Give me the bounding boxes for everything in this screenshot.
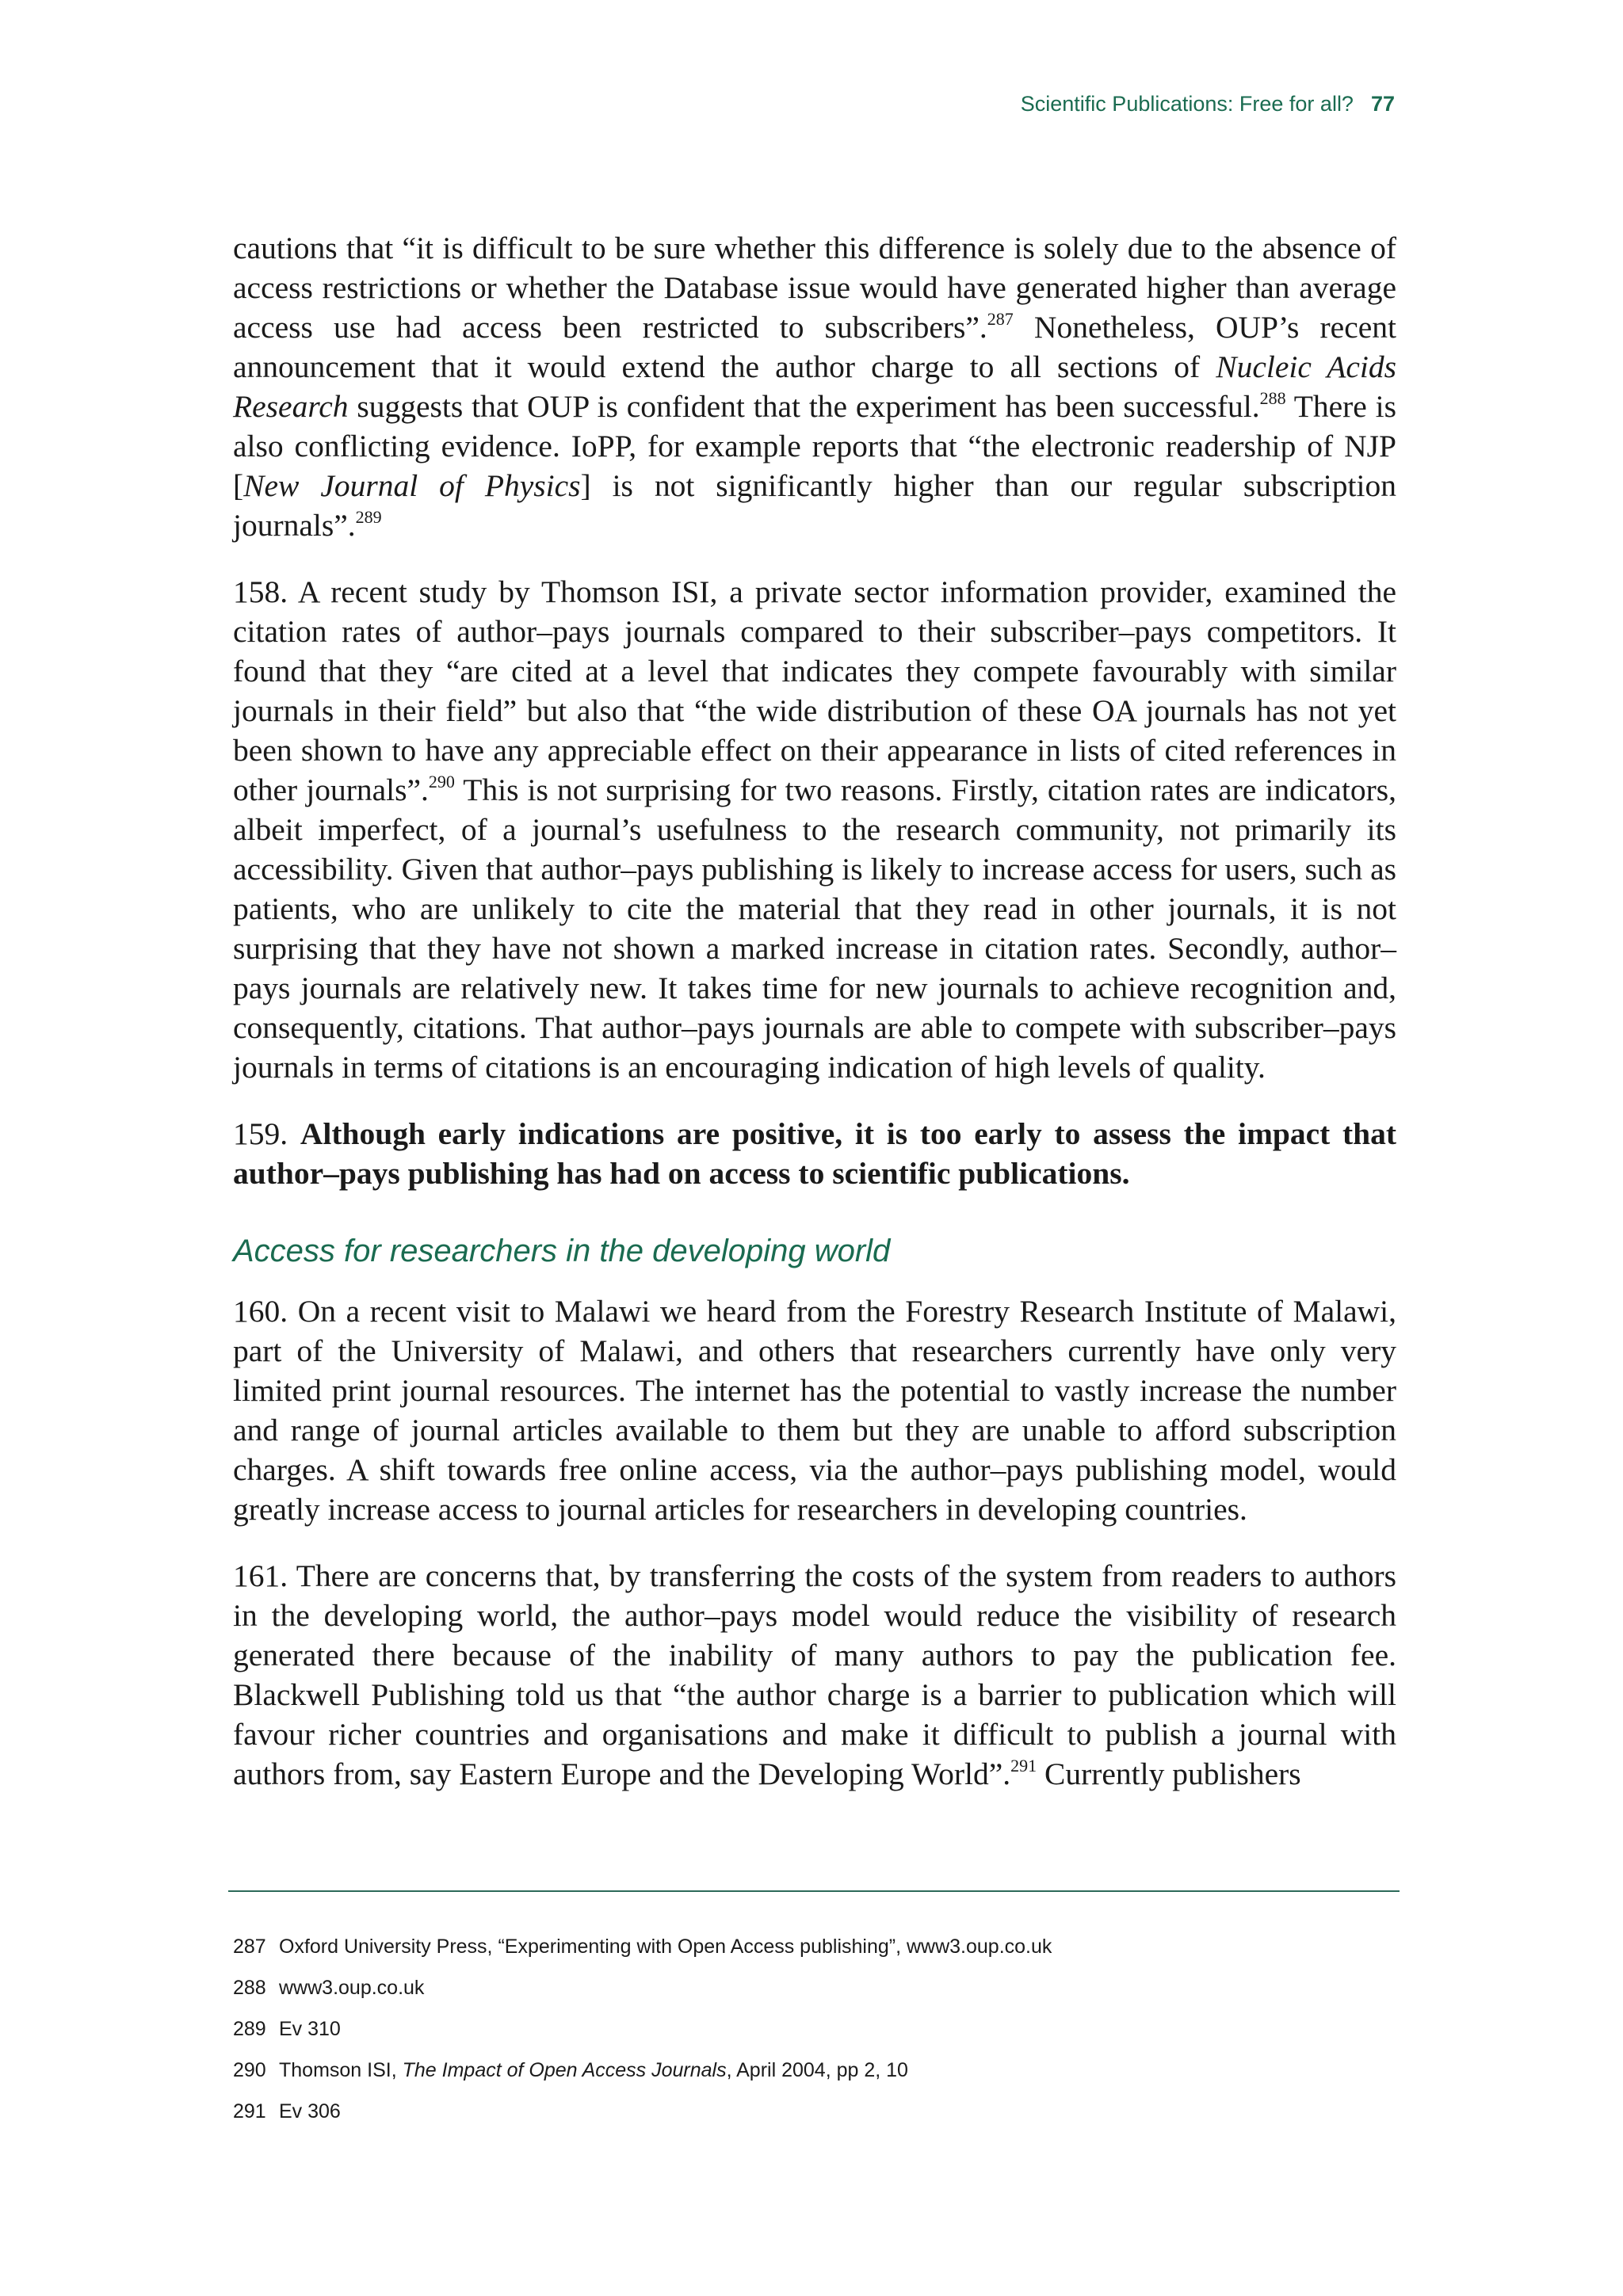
footnote-text: www3.oup.co.uk [279, 1977, 425, 1999]
footnote-287 [233, 1935, 1396, 1976]
footnote-text: Oxford University Press, “Experimenting with Open Access publishing”, www3.oup.co.uk [279, 1936, 1052, 1958]
footnote-ref-287[interactable]: 287 [987, 309, 1014, 329]
paragraph-161 [233, 1556, 1396, 1794]
footnote-ref-291[interactable]: 291 [1010, 1756, 1037, 1775]
journal-title-italic: New Journal of Physics [243, 468, 581, 503]
section-heading: Access for researchers in the developing world [233, 1234, 891, 1268]
footnote-ref-288[interactable]: 288 [1259, 388, 1286, 408]
paragraph-continued [233, 228, 1396, 545]
footnote-number: 288 [233, 1977, 266, 1999]
text-run: 161. There are concerns that, by transferring the costs of the system from readers to authors in the developing world, the author–pays model would reduce the visibility of research generated there because of the inability of many authors to pay the publication fee. Blackwell Publishing told us that “the author charge is a barrier to publication which will favour richer countries and organisations and make it difficult to publish a journal with authors from, say Eastern Europe and the Developing World”. [233, 1558, 1396, 1791]
journal-title-italic: Nucleic Acids Research [233, 349, 1396, 424]
running-header [1021, 92, 1395, 116]
text-run: Currently publishers [1037, 1756, 1301, 1791]
footnote-divider [228, 1890, 1400, 1892]
footnote-number: 289 [233, 2018, 266, 2040]
footnote-text: Ev 310 [279, 2018, 341, 2040]
text-run: ] is not significantly higher than our regular subscription journals”. [233, 468, 1396, 543]
text-run: 158. A recent study by Thomson ISI, a private sector information provider, examined the citation rates of author–pays journals compared to their subscriber–pays competitors. It found that they “are cited at a level that indicates they compete favourably with similar journals in their field” but also that “the wide distribution of these OA journals has not yet been shown to have any appreciable effect on their appearance in lists of cited references in other journals”. [233, 574, 1396, 807]
page-number: 77 [1370, 92, 1395, 116]
text-run: There is also conflicting evidence. IoPP, for example reports that “the electronic readership of NJP [ [233, 389, 1396, 503]
paragraph-160: 160. On a recent visit to Malawi we heard from the Forestry Research Institute of Malawi, part of the University of Malawi, and others that researchers currently have only very limited print journal resources. The internet has the potential to vastly increase the number and range of journal articles available to them but they are unable to afford subscription charges. A shift towards free online access, via the author–pays publishing model, would greatly increase access to journal articles for researchers in developing countries. [233, 1294, 1396, 1527]
footnote-title-italic: The Impact of Open Access Journals [402, 2059, 727, 2081]
text-run: cautions that “it is difficult to be sure whether this difference is solely due to the absence of access restrictions or whether the Database issue would have generated higher than average access use had access been restricted to subscribers”. [233, 231, 1396, 345]
footnote-text: , April 2004, pp 2, 10 [726, 2059, 908, 2081]
text-run: suggests that OUP is confident that the experiment has been successful. [348, 389, 1260, 424]
footnote-number: 287 [233, 1936, 266, 1958]
footnote-291 [233, 2100, 1396, 2141]
conclusion-bold: Although early indications are positive, it is too early to assess the impact that author–pays publishing has had on access to scientific publications. [233, 1116, 1397, 1191]
footnotes [233, 1935, 1396, 2141]
text-run: This is not surprising for two reasons. Firstly, citation rates are indicators, albeit imperfect, of a journal’s usefulness to the research community, not primarily its accessibility. Given that author–pays publishing is likely to increase access for users, such as patients, who are unlikely to cite the material that they read in other journals, it is not surprising that they have not shown a marked increase in citation rates. Secondly, author–pays journals are relatively new. It takes time for new journals to achieve recognition and, consequently, citations. That author–pays journals are able to compete with subscriber–pays journals in terms of citations is an encouraging indication of high levels of quality. [233, 772, 1396, 1085]
paragraph-number: 159. [233, 1116, 300, 1151]
footnote-289 [233, 2017, 1396, 2058]
footnote-text: Thomson ISI, [279, 2059, 403, 2081]
footnote-288 [233, 1976, 1396, 2017]
paragraph-158 [233, 572, 1396, 1087]
footnote-ref-289[interactable]: 289 [355, 507, 382, 527]
footnote-text: Ev 306 [279, 2100, 341, 2122]
footnote-ref-290[interactable]: 290 [428, 772, 455, 791]
footnote-number: 291 [233, 2100, 266, 2122]
header-title: Scientific Publications: Free for all? [1020, 92, 1354, 116]
paragraph-159 [233, 1114, 1396, 1193]
footnote-number: 290 [233, 2059, 266, 2081]
body-text [233, 228, 1396, 1821]
footnote-290 [233, 2058, 1396, 2100]
text-run: Nonetheless, OUP’s recent announcement that it would extend the author charge to all sections of [233, 310, 1396, 384]
